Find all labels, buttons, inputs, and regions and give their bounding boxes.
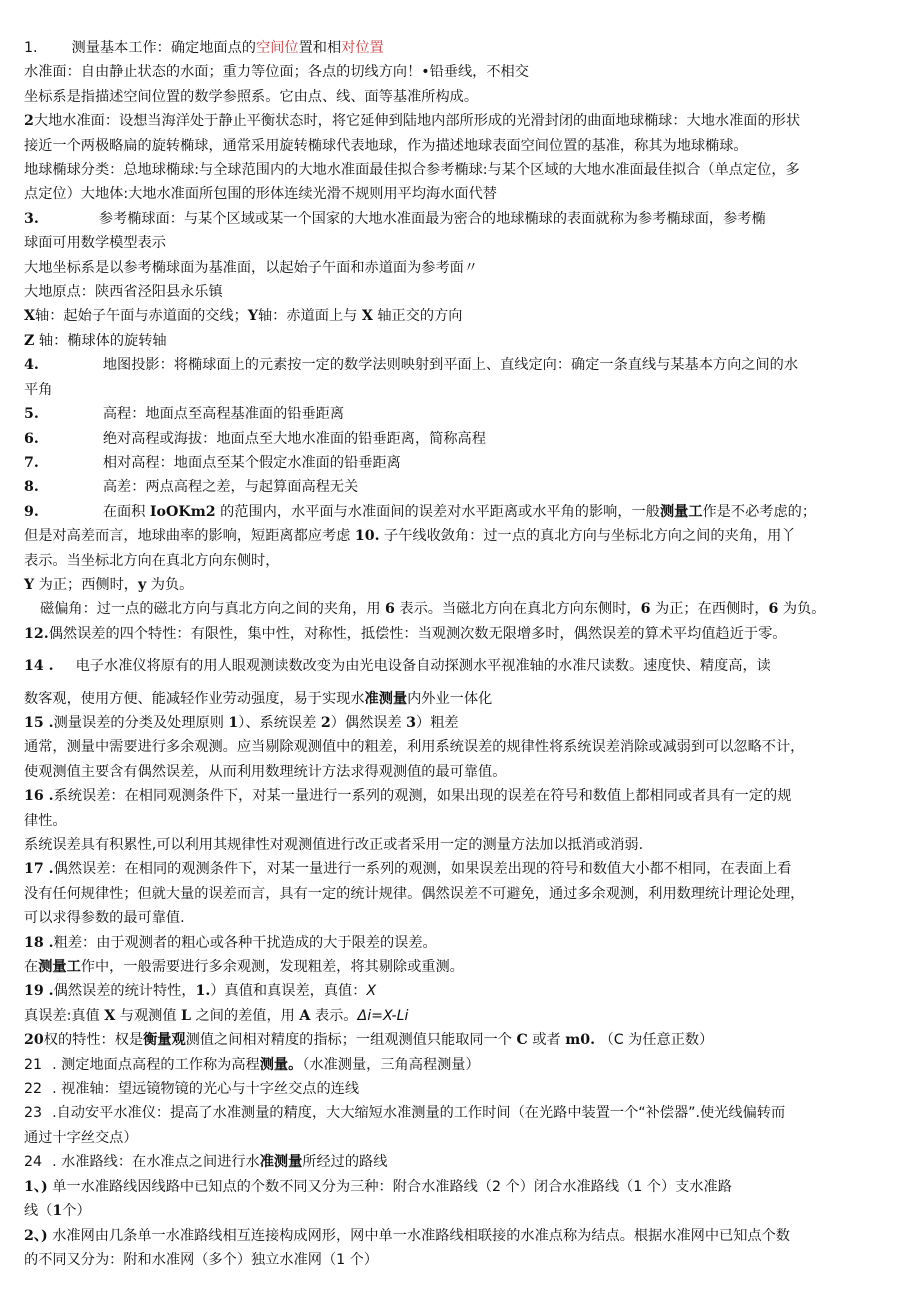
text: ）偶然误差 xyxy=(330,714,402,731)
text: 为负。 xyxy=(782,601,826,618)
text: 轴：起始子午面与赤道面的交线； xyxy=(35,308,248,325)
item-number: 23 xyxy=(24,1105,43,1122)
text: ）粗差 xyxy=(416,714,459,731)
axis-letter: Y xyxy=(247,308,258,325)
bold-text: 3 xyxy=(406,714,417,731)
item-17 xyxy=(24,857,904,881)
text: 电子水准仪将原有的用人眼观测读数改变为由光电设备自动探测水平视准轴的水准尺读数。速度快、精度高，读 xyxy=(75,658,771,675)
text: 与观测值 xyxy=(119,1007,177,1024)
axis-letter: Y xyxy=(24,576,35,593)
symbol: m0. xyxy=(565,1032,596,1049)
text: 为负。 xyxy=(150,576,194,593)
text-line: 的不同又分为：附和水准网（多个）独立水准网（1 个） xyxy=(24,1251,379,1268)
text: 测量误差的分类及处理原则 xyxy=(53,714,224,731)
text-line xyxy=(24,1199,904,1223)
symbol: 6 xyxy=(385,601,395,618)
text: 为正；西侧时， xyxy=(38,576,138,593)
text: 数客观，使用方便、能减轻作业劳动强度，易于实现水 xyxy=(24,690,365,707)
item-number: 17 . xyxy=(24,861,54,878)
text-line: 接近一个两极略扁的旋转椭球，通常采用旋转椭球代表地球，作为描述地球表面空间位置的基准，称其为地球椭球。 xyxy=(24,137,748,154)
bold-text: 测量。 xyxy=(259,1056,303,1073)
text: 系统误差：在相同观测条件下，对某一量进行一系列的观测，如果出现的误差在符号和数值上都相同或者具有一定的规 xyxy=(53,788,792,805)
highlight-text: 对位置 xyxy=(341,40,384,56)
symbol: L xyxy=(181,1007,192,1024)
bold-text: 2 xyxy=(320,714,331,731)
text: 表示。 xyxy=(314,1007,358,1024)
item-16 xyxy=(24,784,904,808)
bold-text: 测量工 xyxy=(659,503,703,520)
text: 之间的差值，用 xyxy=(195,1007,295,1024)
text-line: 表示。当坐标北方向在真北方向东侧时， xyxy=(24,552,280,569)
text: 线（ xyxy=(24,1203,53,1220)
axis-letter: y xyxy=(137,576,147,593)
item-number: 16 . xyxy=(24,788,54,805)
symbol: C xyxy=(516,1032,528,1049)
text: 绝对高程或海拔：地面点至大地水准面的铅垂距离，简称高程 xyxy=(102,430,486,447)
text: 高程：地面点至高程基准面的铅垂距离 xyxy=(102,406,345,423)
item-3 xyxy=(24,207,904,231)
text-line: 使观测值主要含有偶然误差，从而利用数理统计方法求得观测值的最可靠值。 xyxy=(24,763,507,780)
item-7 xyxy=(24,451,904,475)
item-number: 19 . xyxy=(24,983,54,1000)
text: ）、系统误差 xyxy=(238,714,317,731)
item-number: 18 . xyxy=(24,934,54,951)
item-8 xyxy=(24,475,904,499)
text: 地图投影：将椭球面上的元素按一定的数学法则映射到平面上、直线定向：确定一条直线与某基本方向之间的水 xyxy=(102,357,799,374)
text: 测量基本工作：确定地面点的 xyxy=(71,40,256,56)
item-19 xyxy=(24,979,904,1003)
text: 轴：赤道面上与 xyxy=(257,308,358,325)
item-number: 3. xyxy=(24,210,39,227)
item-number: 2 xyxy=(24,113,34,130)
item-number: 21 xyxy=(24,1056,43,1073)
text-line xyxy=(24,524,904,548)
text-line: 大地原点：陕西省泾阳县永乐镇 xyxy=(24,284,223,301)
text: 真误差:真值 xyxy=(24,1007,100,1024)
item-4 xyxy=(24,353,904,377)
text-line: 律性。 xyxy=(24,812,67,829)
text-line: 水准面：自由静止状态的水面；重力等位面；各点的切线方向！•铅垂线，不相交 xyxy=(24,64,529,81)
item-21 xyxy=(24,1053,904,1077)
item-number: 12. xyxy=(24,625,49,642)
text: 参考椭球面：与某个区域或某一个国家的大地水准面最为密合的地球椭球的表面就称为参考椭球面，参考椭 xyxy=(98,210,766,227)
text-line xyxy=(24,955,904,979)
text-line: 可以求得参数的最可靠值. xyxy=(24,910,185,927)
item-number: 1. xyxy=(24,40,38,56)
text-line xyxy=(24,1004,904,1028)
symbol: X xyxy=(366,983,377,1000)
text: 磁偏角：过一点的磁北方向与真北方向之间的夹角，用 xyxy=(40,601,381,618)
text: 偶然误差：在相同的观测条件下，对某一量进行一系列的观测，如果误差出现的符号和数值大小都不相同，在表面上看 xyxy=(53,861,792,878)
text: 所经过的路线 xyxy=(302,1154,388,1171)
bold-text: 衡量观 xyxy=(143,1032,186,1049)
text: （水准测量，三角高程测量） xyxy=(302,1056,480,1073)
document-page xyxy=(24,36,904,1272)
bold-text: IoOKm2 xyxy=(149,503,216,520)
text: 相对高程：地面点至某个假定水准面的铅垂距离 xyxy=(102,454,401,471)
text: .自动安平水准仪：提高了水准测量的精度，大大缩短水准测量的工作时间（在光路中装置一个“补偿器”.使光线偏转而 xyxy=(52,1105,786,1122)
text: 测值之间相对精度的指标；一组观测值只能取同一个 xyxy=(185,1032,512,1049)
text: 但是对高差而言，地球曲率的影响，短距离都应考虑 xyxy=(24,528,351,545)
bold-text: 1 xyxy=(228,714,239,731)
text: 单一水准路线因线路中已知点的个数不同又分为三种：附合水准路线（2 个）闭合水准路线（1 个）支水准路 xyxy=(52,1178,732,1195)
text: 水准网由几条单一水准路线相互连接构成网形，网中单一水准路线相联接的水准点称为结点。根据水准网中已知点个数 xyxy=(52,1227,790,1244)
text: 或者 xyxy=(532,1032,561,1049)
bold-text: 测量工 xyxy=(38,959,81,976)
axis-letter: X xyxy=(361,308,373,325)
text-line: 平角 xyxy=(24,381,53,398)
subitem-1 xyxy=(24,1175,904,1199)
item-1 xyxy=(24,36,904,60)
item-24 xyxy=(24,1150,904,1174)
text-line: 地球椭球分类：总地球椭球:与全球范围内的大地水准面最佳拟合参考椭球:与某个区域的大地水准面最佳拟合（单点定位，多 xyxy=(24,162,800,179)
item-number: 1、) xyxy=(24,1178,48,1195)
item-number: 9. xyxy=(24,503,39,520)
text: （C 为任意正数） xyxy=(599,1032,714,1049)
item-number: 14 . xyxy=(24,658,54,675)
item-20 xyxy=(24,1028,904,1052)
item-number: 4. xyxy=(24,357,39,374)
item-22 xyxy=(24,1077,904,1101)
text-line: 通常，测量中需要进行多余观测。应当剔除观测值中的粗差，利用系统误差的规律性将系统误差消除或减弱到可以忽略不计， xyxy=(24,739,805,756)
item-2 xyxy=(24,109,904,133)
item-number: 7. xyxy=(24,454,39,471)
text-line xyxy=(24,329,904,353)
item-number: 10. xyxy=(354,528,380,545)
text-line: 没有任何规律性；但就大量的误差而言，具有一定的统计规律。偶然误差不可避免，通过多余观测，利用数理统计理论处理， xyxy=(24,885,805,902)
text: 权的特性：权是 xyxy=(43,1032,144,1049)
bold-text: 1. xyxy=(195,983,211,1000)
text: 作是不必考虑的； xyxy=(702,503,817,520)
text-line: 球面可用数学模型表示 xyxy=(24,235,166,252)
text: 子午线收敛角：过一点的真北方向与坐标北方向之间的夹角，用丫 xyxy=(384,528,796,545)
text: 个） xyxy=(62,1203,91,1220)
text: 作中，一般需要进行多余观测，发现粗差，将其剔除或重测。 xyxy=(80,959,464,976)
text: 的范围内，水平面与水准面间的误差对水平距离或水平角的影响，一般 xyxy=(220,503,660,520)
subitem-2 xyxy=(24,1224,904,1248)
item-number: 2、) xyxy=(24,1227,48,1244)
text-line xyxy=(24,573,904,597)
axis-letter: X xyxy=(24,308,36,325)
symbol: 6 xyxy=(640,601,651,618)
item-number: 5. xyxy=(24,406,39,423)
item-23 xyxy=(24,1101,904,1125)
text: . 测定地面点高程的工作称为高程 xyxy=(52,1056,260,1073)
symbol: X xyxy=(104,1007,116,1024)
text: ）真值和真误差，真值： xyxy=(210,983,367,1000)
symbol: 6 xyxy=(768,601,779,618)
text: 内外业一体化 xyxy=(407,690,493,707)
item-number: 15 . xyxy=(24,714,54,731)
text-line: 坐标系是指描述空间位置的数学参照系。它由点、线、面等基准所构成。 xyxy=(24,88,479,105)
text-line: 点定位）大地体:大地水准面所包围的形体连续光滑不规则用平均海水面代替 xyxy=(24,186,497,203)
text: 偶然误差的四个特性：有限性，集中性，对称性，抵偿性：当观测次数无限增多时，偶然误差的算术平均值趋近于零。 xyxy=(48,625,787,642)
text: 在面积 xyxy=(102,503,146,520)
text: 在 xyxy=(24,959,39,976)
bold-text: 准测量 xyxy=(364,690,408,707)
text: 轴正交的方向 xyxy=(377,308,463,325)
item-18 xyxy=(24,931,904,955)
text-line xyxy=(24,687,904,711)
item-15 xyxy=(24,711,904,735)
item-number: 20 xyxy=(24,1032,44,1049)
text: . 水准路线：在水准点之间进行水 xyxy=(52,1154,260,1171)
item-number: 24 xyxy=(24,1154,43,1171)
text: 为正；在西侧时， xyxy=(655,601,769,618)
item-number: 8. xyxy=(24,479,39,496)
bold-text: 1 xyxy=(52,1203,63,1220)
item-14 xyxy=(24,654,904,678)
symbol: A xyxy=(299,1007,311,1024)
text-line xyxy=(24,304,904,328)
item-9 xyxy=(24,500,904,524)
text-line xyxy=(24,597,904,621)
text-line: 系统误差具有积累性,可以利用其规律性对观测值进行改正或者采用一定的测量方法加以抵消或消弱. xyxy=(24,837,644,853)
text: 粗差：由于观测者的粗心或各种干扰造成的大于限差的误差。 xyxy=(53,934,437,951)
item-5 xyxy=(24,402,904,426)
text: 轴：椭球体的旋转轴 xyxy=(38,332,167,349)
text-line: 通过十字丝交点） xyxy=(24,1129,138,1146)
item-number: 22 xyxy=(24,1081,43,1098)
bold-text: 准测量 xyxy=(259,1154,303,1171)
item-12 xyxy=(24,622,904,646)
highlight-text: 空间位 xyxy=(256,40,299,56)
item-number: 6. xyxy=(24,430,39,447)
text: . 视准轴：望远镜物镜的光心与十字丝交点的连线 xyxy=(52,1081,360,1098)
text: 置和相 xyxy=(298,40,342,56)
text: 高差：两点高程之差，与起算面高程无关 xyxy=(102,479,359,496)
formula: Δi=X-Li xyxy=(357,1007,409,1024)
text-line: 大地坐标系是以参考椭球面为基准面，以起始子午面和赤道面为参考面〃 xyxy=(24,259,479,276)
text: 大地水准面：设想当海洋处于静止平衡状态时，将它延伸到陆地内部所形成的光滑封闭的曲面地球椭球：大地水准面的形状 xyxy=(33,113,801,130)
text: 表示。当磁北方向在真北方向东侧时， xyxy=(399,601,641,618)
axis-letter: Z xyxy=(24,332,35,349)
item-6 xyxy=(24,427,904,451)
text: 偶然误差的统计特性， xyxy=(53,983,196,1000)
